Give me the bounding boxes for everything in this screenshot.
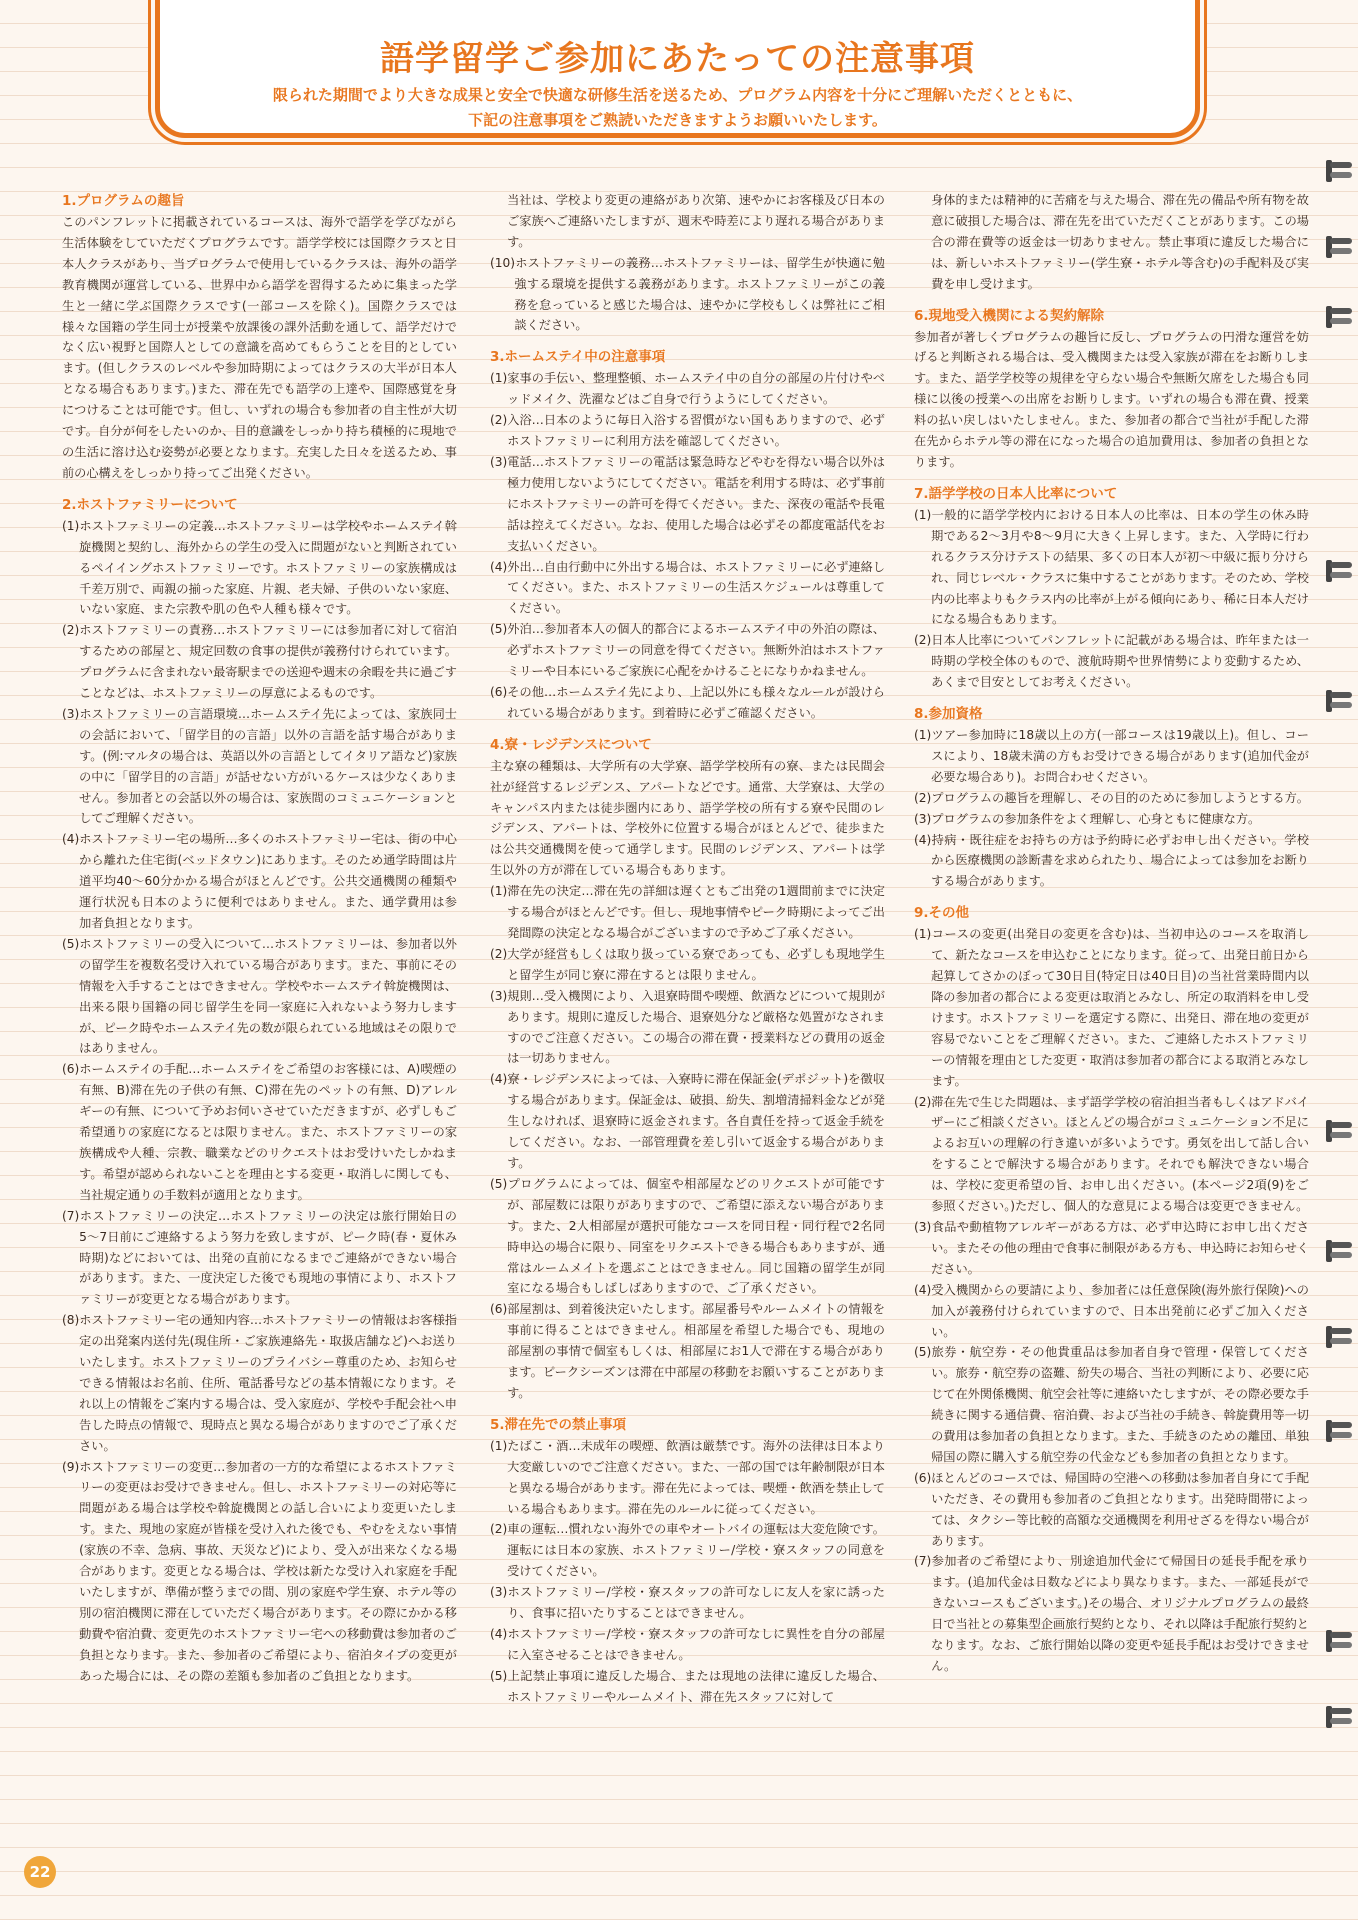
list-item: (2)入浴…日本のように毎日入浴する習慣がない国もありますので、必ずホストファミリーに利用方法を確認してください。: [490, 413, 885, 449]
list-item: (5)旅券・航空券・その他貴重品は参加者自身で管理・保管してください。旅券・航空券の盗難、紛失の場合、当社の判断により、必要に応じて在外関係機関、航空会社等に連絡いたしますが、その際必要な手続きに関する通信費、宿泊費、および当社の手続き、斡旋費用等一切の費用は参加者の負担となります。また、手続きのための離団、単独帰国の際に購入する航空券の代金なども参加者の負担となります。: [914, 1345, 1309, 1464]
list-item: (6)ホームステイの手配…ホームステイをご希望のお客様には、A)喫煙の有無、B)滞在先の子供の有無、C)滞在先のペットの有無、D)アレルギーの有無、について予めお伺いさせていただきますが、必ずしもご希望通りの家庭になるとは限りません。また、ホストファミリーの家族構成や人種、宗教、職業などのリクエストはお受けいたしかねます。希望が認められないことを理由とする変更・取消しに関しても、当社規定通りの手数料が適用となります。: [62, 1062, 458, 1202]
list-item: (6)部屋割は、到着後決定いたします。部屋番号やルームメイトの情報を事前に得ることはできません。相部屋を希望した場合でも、現地の部屋割の事情で個室もしくは、相部屋にお1人で滞在する場合があります。ピークシーズンは滞在中部屋の移動をお願いすることがあります。: [490, 1302, 885, 1400]
section-body: このパンフレットに掲載されているコースは、海外で語学を学びながら生活体験をしていただくプログラムです。語学学校には国際クラスと日本人クラスがあり、当プログラムで使用しているクラスは、海外の語学教育機関が運営している、世界中から語学を習得するために集まった学生と一緒に学ぶ国際クラスです(一部コースを除く)。国際クラスでは様々な国籍の学生同士が授業や放課後の課外活動を通して、語学だけでなく広い視野と国際人としての意識を高めてもらうことを目的としています。(但しクラスのレベルや参加時期によってはクラスの大半が日本人となる場合もあります。)また、滞在先でも語学の上達や、国際感覚を身につけることは可能です。但し、いずれの場合も参加者の自主性が大切です。自分が何をしたいのか、目的意識をしっかり持ち積極的に現地での生活に溶け込む姿勢が必要となります。充実した日々を送るため、事前の心構えをしっかり持ってご出発ください。: [62, 215, 457, 480]
list-item: (4)ホストファミリー/学校・寮スタッフの許可なしに異性を自分の部屋に入室させることはできません。: [490, 1627, 885, 1662]
list-item: (2)日本人比率についてパンフレットに記載がある場合は、昨年または一時期の学校全体のもので、渡航時期や世界情勢により変動するため、あくまで目安としてお考えください。: [914, 633, 1309, 690]
section-title: 2.ホストファミリーについて: [62, 496, 238, 513]
list-item: (1)滞在先の決定…滞在先の詳細は遅くともご出発の1週間前までに決定する場合がほとんどです。但し、現地事情やピーク時期によってご出発間際の決定となる場合がございますので予めご了承ください。: [490, 884, 885, 940]
section-body: 主な寮の種類は、大学所有の大学寮、語学学校所有の寮、または民間会社が経営するレジデンス、アパートなどです。通常、大学寮は、大学のキャンパス内または徒歩圏内にあり、語学学校の所有する寮や民間のレジデンス、アパートは、学校外に位置する場合がほとんどで、徒歩または公共交通機関を使って通学します。民間のレジデンス、アパートは学生以外の方が滞在している場合もあります。: [490, 758, 885, 878]
list-item: (5)ホストファミリーの受入について…ホストファミリーは、参加者以外の留学生を複数名受け入れている場合があります。また、事前にその情報を入手することはできません。学校やホームステイ斡旋機関は、出来る限り国籍の同じ留学生を同一家庭に入れないよう努力しますが、ピーク時やホームステイ先の数が限られている地域はその限りではありません。: [62, 936, 457, 1056]
header-box: [155, 0, 1200, 138]
list-item: (5)上記禁止事項に違反した場合、または現地の法律に違反した場合、ホストファミリーやルームメイト、滞在先スタッフに対して: [490, 1668, 885, 1704]
binder-ring-icon: [1330, 236, 1352, 262]
section-title: 9.その他: [914, 905, 970, 922]
binder-ring-icon: [1330, 1630, 1352, 1656]
column-3: [914, 190, 1309, 1677]
section-title: 3.ホームステイ中の注意事項: [490, 349, 666, 366]
column-1: [62, 190, 457, 1687]
page-number: 22: [24, 1856, 56, 1888]
section-title: 4.寮・レジデンスについて: [490, 736, 652, 753]
list-item: (10)ホストファミリーの義務…ホストファミリーは、留学生が快適に勉強する環境を提供する義務があります。ホストファミリーがこの義務を怠っていると感じた場合は、速やかに学校もしくは弊社にご相談ください。: [490, 255, 885, 333]
page-subtitle: [160, 83, 1195, 133]
binder-ring-icon: [1330, 690, 1352, 716]
binder-ring-icon: [1330, 160, 1352, 186]
list-item: (3)食品や動植物アレルギーがある方は、必ず申込時にお申し出ください。またその他の理由で食事に制限がある方も、申込時にお知らせください。: [914, 1219, 1309, 1276]
subtitle-line-1: 限られた期間でより大きな成果と安全で快適な研修生活を送るため、プログラム内容を十分にご理解いただくとともに、: [272, 86, 1083, 104]
list-item: (2)車の運転…慣れない海外での車やオートバイの運転は大変危険です。運転には日本の家族、ホストファミリー/学校・寮スタッフの同意を受けてください。: [490, 1522, 885, 1579]
binder-rings: [1328, 160, 1358, 1760]
binder-ring-icon: [1330, 1240, 1352, 1266]
list-item: (2)大学が経営もしくは取り扱っている寮であっても、必ずしも現地学生と留学生が同じ寮に滞在するとは限りません。: [490, 946, 885, 982]
list-item: (4)寮・レジデンスによっては、入寮時に滞在保証金(デポジット)を徴収する場合があります。保証金は、破損、紛失、割増清掃料金などが発生しなければ、退寮時に返金されます。各自責任を持って返金手続をしてください。なお、一部管理費を差し引いて返金する場合があります。: [490, 1072, 885, 1170]
list-item: (3)ホストファミリー/学校・寮スタッフの許可なしに友人を家に誘ったり、食事に招いたりすることはできません。: [490, 1585, 885, 1621]
subtitle-line-2: 下記の注意事項をご熟読いただきますようお願いいたします。: [468, 111, 887, 129]
list-item: (2)滞在先で生じた問題は、まず語学学校の宿泊担当者もしくはアドバイザーにご相談ください。ほとんどの場合がコミュニケーション不足によるお互いの理解の行き違いが多いようです。勇気を出して話し合いをすることで解決する場合があります。それでも解決できない場合は、学校に変更希望の旨、お申し出ください。(本ページ2項(9)をご参照ください。)ただし、個人的な意見による場合は変更できません。: [914, 1094, 1309, 1214]
section-title: 1.プログラムの趣旨: [62, 193, 185, 209]
continued-text: 身体的または精神的に苦痛を与えた場合、滞在先の備品や所有物を故意に破損した場合は、滞在先を出ていただくことがあります。この場合の滞在費等の返金は一切ありません。禁止事項に違反した場合には、新しいホストファミリー(学生寮・ホテル等含む)の手配料及び実費を申し受けます。: [931, 193, 1309, 291]
list-item: (6)その他…ホームステイ先により、上記以外にも様々なルールが設けられている場合があります。到着時に必ずご確認ください。: [490, 684, 885, 720]
section-title: 5.滞在先での禁止事項: [490, 1416, 627, 1433]
list-item: (1)ツアー参加時に18歳以上の方(一部コースは19歳以上)。但し、コースにより、18歳未満の方もお受けできる場合があります(追加代金が必要な場合あり)。お問合わせください。: [914, 728, 1309, 784]
continued-text: 当社は、学校より変更の連絡があり次第、速やかにお客様及び日本のご家族へご連絡いたしますが、週末や時差により遅れる場合があります。: [507, 193, 885, 249]
list-item: (3)ホストファミリーの言語環境…ホームステイ先によっては、家族同士の会話において、「留学目的の言語」以外の言語を話す場合があります。(例:マルタの場合は、英語以外の言語としてイタリア語など)家族の中に「留学目的の言語」が話せない方がいるケースは少なくありません。参加者との会話以外の場合は、家族間のコミュニケーションとしてご理解ください。: [62, 706, 457, 826]
column-2: [490, 190, 885, 1708]
binder-ring-icon: [1330, 1706, 1352, 1732]
binder-ring-icon: [1330, 560, 1352, 586]
list-item: (4)受入機関からの要請により、参加者には任意保険(海外旅行保険)への加入が義務付けられていますので、日本出発前に必ずご加入ください。: [914, 1282, 1309, 1339]
list-item: (6)ほとんどのコースでは、帰国時の空港への移動は参加者自身にて手配いただき、その費用も参加者のご負担となります。出発時間帯によっては、タクシー等比較的高額な交通機関を利用せざるを得ない場合があります。: [914, 1470, 1309, 1548]
list-item: (7)ホストファミリーの決定…ホストファミリーの決定は旅行開始日の5〜7日前にご連絡するよう努力を致しますが、ピーク時(春・夏休み時期)などにおいては、出発の直前になるまでご連絡ができない場合があります。また、一度決定した後でも現地の事情により、ホストファミリーが変更となる場合があります。: [62, 1208, 457, 1307]
list-item: (2)ホストファミリーの責務…ホストファミリーには参加者に対して宿泊するための部屋と、規定回数の食事の提供が義務付けられています。プログラムに含まれない最寄駅までの送迎や週末の余暇を共に過ごすことなどは、ホストファミリーの厚意によるものです。: [62, 623, 457, 701]
binder-ring-icon: [1330, 1326, 1352, 1352]
content-columns: [62, 190, 1309, 1870]
list-item: (9)ホストファミリーの変更…参加者の一方的な希望によるホストファミリーの変更はお受けできません。但し、ホストファミリーの対応等に問題がある場合は学校や斡旋機関との話し合いにより変更いたします。また、現地の家庭が皆様を受け入れた後でも、やむをえない事情(家族の不幸、急病、事故、天災など)により、受入が出来なくなる場合があります。変更となる場合は、学校は新たな受け入れ家庭を手配いたしますが、準備が整うまでの間、別の家庭や学生寮、ホテル等の別の宿泊機関に滞在していただく場合があります。その際にかかる移動費や宿泊費、変更先のホストファミリー宅への移動費は参加者のご負担となります。また、参加者のご希望により、宿泊タイプの変更があった場合には、その際の差額も参加者のご負担となります。: [62, 1459, 458, 1683]
list-item: (1)一般的に語学学校内における日本人の比率は、日本の学生の休み時期である2〜3月や8〜9月に大きく上昇します。また、入学時に行われるクラス分けテストの結果、多くの日本人が初〜中級に振り分けられ、同じレベル・クラスに集中することがあります。そのため、学校内の比率よりもクラス内の比率が上がる傾向にあり、稀に日本人だけになる場合もあります。: [914, 507, 1309, 627]
list-item: (5)プログラムによっては、個室や相部屋などのリクエストが可能ですが、部屋数には限りがありますので、ご希望に添えない場合があります。また、2人相部屋が選択可能なコースを同日程・同行程で2名同時申込の場合に限り、同室をリクエストできる場合もありますが、通常はルームメイトを選ぶことはできません。同じ国籍の留学生が同室になる場合もしばしばありますので、ご了承ください。: [490, 1176, 885, 1296]
section-title: 6.現地受入機関による契約解除: [914, 307, 1105, 324]
binder-ring-icon: [1330, 306, 1352, 332]
list-item: (2)プログラムの趣旨を理解し、その目的のために参加しようとする方。: [914, 790, 1309, 805]
section-title: 7.語学学校の日本人比率について: [914, 485, 1118, 502]
list-item: (4)持病・既往症をお持ちの方は予約時に必ずお申し出ください。学校から医療機関の診断書を求められたり、場合によっては参加をお断りする場合があります。: [914, 832, 1309, 889]
list-item: (3)規則…受入機関により、入退寮時間や喫煙、飲酒などについて規則があります。規則に違反した場合、退寮処分など厳格な処置がなされますのでご注意ください。この場合の滞在費・授業料などの費用の返金は一切ありません。: [490, 988, 885, 1066]
section-title: 8.参加資格: [914, 706, 983, 723]
list-item: (3)電話…ホストファミリーの電話は緊急時などやむを得ない場合以外は極力使用しないようにしてください。電話を利用する時は、必ず事前にホストファミリーの許可を得てください。また、深夜の電話や長電話は控えてください。なお、使用した場合は必ずその都度電話代をお支払いください。: [490, 454, 885, 553]
section-body: 参加者が著しくプログラムの趣旨に反し、プログラムの円滑な運営を妨げると判断される場合は、受入機関または受入家族が滞在をお断りします。また、語学学校等の規律を守らない場合や無断欠席をした場合も同様に以後の授業への出席をお断りします。いずれの場合も滞在費、授業料の払い戻しはいたしません。また、参加者の都合で当社が手配した滞在先からホテル等の滞在になった場合の追加費用は、参加者の負担となります。: [914, 329, 1309, 469]
list-item: (1)コースの変更(出発日の変更を含む)は、当初申込のコースを取消して、新たなコースを申込むことになります。従って、出発日前日から起算してさかのぼって30日目(特定日は40日目)の当社営業時間内以降の参加者の都合による変更は取消とみなし、所定の取消料を申し受けます。ホストファミリーを選定する際に、出発日、滞在地の変更が容易でないことをご理解ください。また、ご連絡したホストファミリーの情報を理由とした変更・取消は参加者の都合による取消とみなします。: [914, 927, 1309, 1088]
binder-ring-icon: [1330, 1120, 1352, 1146]
list-item: (1)たばこ・酒…未成年の喫煙、飲酒は厳禁です。海外の法律は日本より大変厳しいのでご注意ください。また、一部の国では年齢制限が日本と異なる場合があります。滞在先によっては、喫煙・飲酒を禁止している場合もあります。滞在先のルールに従ってください。: [490, 1438, 885, 1516]
list-item: (4)ホストファミリー宅の場所…多くのホストファミリー宅は、街の中心から離れた住宅街(ベッドタウン)にあります。そのため通学時間は片道平均40〜60分かかる場合がほとんどです。公共交通機関の種類や運行状況も日本のように便利ではありません。また、通学費用は参加者負担となります。: [62, 832, 457, 930]
list-item: (1)ホストファミリーの定義…ホストファミリーは学校やホームステイ斡旋機関と契約し、海外からの学生の受入に問題がないと判断されているペイイングホストファミリーです。ホストファミリーの家族構成は千差万別で、両親の揃った家庭、片親、老夫婦、子供のいない家庭、いない家庭、また宗教や肌の色や人種も様々です。: [62, 518, 457, 617]
list-item: (3)プログラムの参加条件をよく理解し、心身ともに健康な方。: [914, 811, 1261, 826]
binder-ring-icon: [1330, 1420, 1352, 1446]
list-item: (4)外出…自由行動中に外出する場合は、ホストファミリーに必ず連絡してください。また、ホストファミリーの生活スケジュールは尊重してください。: [490, 559, 885, 616]
page-title: 語学留学ご参加にあたっての注意事項: [380, 39, 975, 79]
list-item: (5)外泊…参加者本人の個人的都合によるホームステイ中の外泊の際は、必ずホストファミリーの同意を得てください。無断外泊はホストファミリーや日本にいるご家族に心配をかけることになりかねません。: [490, 622, 885, 679]
list-item: (8)ホストファミリー宅の通知内容…ホストファミリーの情報はお客様指定の出発案内送付先(現住所・ご家族連絡先・取扱店舗など)へお送りいたします。ホストファミリーのプライバシー尊重のため、お知らせできる情報はお名前、住所、電話番号などの基本情報になります。それ以上の情報をご案内する場合は、受入家庭が、学校や手配会社へ申告した時点の情報で、現時点と異なる場合がありますのでご了承ください。: [62, 1313, 457, 1453]
list-item: (7)参加者のご希望により、別途追加代金にて帰国日の延長手配を承ります。(追加代金は日数などにより異なります。また、一部延長ができないコースもございます。)その場合、オリジナルプログラムの最終日で当社との募集型企画旅行契約となり、それ以降は手配旅行契約となります。なお、ご旅行開始以降の変更や延長手配はお受けできません。: [914, 1554, 1309, 1673]
list-item: (1)家事の手伝い、整理整頓、ホームステイ中の自分の部屋の片付けやベッドメイク、洗濯などはご自身で行うようにしてください。: [490, 371, 885, 407]
